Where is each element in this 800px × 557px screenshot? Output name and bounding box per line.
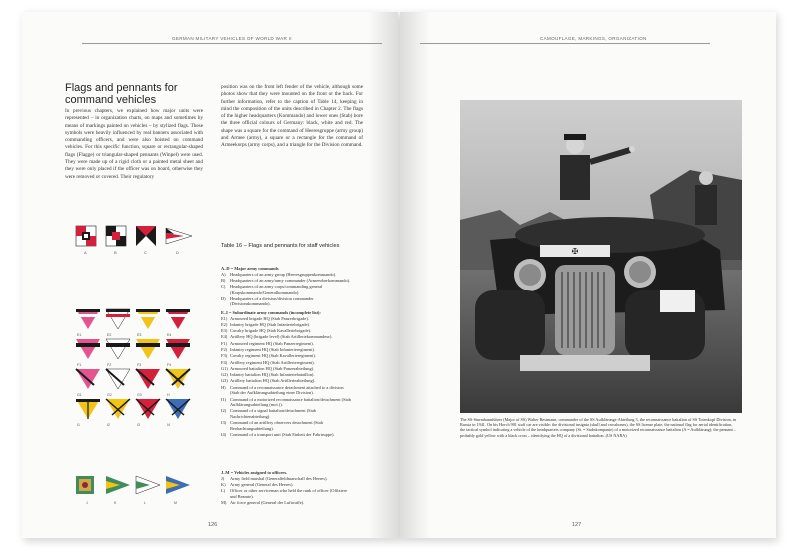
row-text: Armoured battalion HQ (Stab Panzerabteilung). bbox=[230, 365, 315, 371]
flag-B bbox=[106, 226, 126, 246]
row-text: Armoured regiment HQ (Stab Panzerregiment). bbox=[230, 340, 314, 346]
row-key: I1) bbox=[221, 396, 227, 402]
section-heading: Flags and pennants for command vehicles bbox=[65, 82, 178, 106]
running-head-right: CAMOUFLAGE, MARKINGS, ORGANIZATION bbox=[540, 36, 647, 41]
gutter-shade-left bbox=[368, 12, 398, 538]
header-rule-left bbox=[82, 43, 382, 44]
pennant-E3 bbox=[136, 309, 160, 329]
pennant-G2 bbox=[106, 369, 130, 389]
body-text-col2: position was on the front left fender of the vehicle, although some photos show that they were mounted on the front or the back. For further information, refer to the caption of Table 14, keeping in mind the composition of the units described in Chapter 2. The flags of the higher headquarters (Kommando) and lower ones (Stab) bore the three official colours of Germany: black, white and red. The shape was a square for the command of Heeresgruppe (army group) and Armee (army), a square or a rectangle for the command of Armeekorps (army corps), and a triangle for the Division command. bbox=[221, 84, 363, 149]
row-key: K) bbox=[221, 481, 226, 487]
label-E2: E2 bbox=[107, 333, 112, 337]
pennant-H bbox=[166, 369, 190, 389]
flag-M bbox=[166, 476, 190, 494]
flags-subordinate-commands bbox=[74, 307, 204, 432]
section-title-j: J–M = Vehicles assigned to officers. bbox=[221, 470, 288, 475]
pennant-I3 bbox=[136, 399, 160, 419]
pennant-I1 bbox=[76, 399, 100, 419]
label-C: C bbox=[144, 250, 147, 255]
row-text: Armoured brigade HQ (Stab Panzerbrigade). bbox=[230, 315, 309, 321]
page-number-right: 127 bbox=[572, 522, 582, 528]
table-row bbox=[221, 272, 351, 278]
row-key: G3) bbox=[221, 378, 228, 384]
label-L: L bbox=[144, 501, 146, 505]
header-rule-right bbox=[420, 43, 710, 44]
label-G1: G1 bbox=[77, 393, 82, 397]
row-text: Headquarters of a division/division commander (Divisionskommando). bbox=[230, 295, 314, 307]
label-G2: G2 bbox=[107, 393, 112, 397]
row-text: Infantry regiment HQ (Stab Infanterieregiment). bbox=[230, 346, 315, 352]
flags-major-commands bbox=[74, 222, 204, 256]
row-text: Infantry battalion HQ (Stab Infanteriebataillon). bbox=[230, 372, 315, 378]
row-text: Command of a motorized reconnaissance battalion/detachment (Stab Aufklärungsabteilung (mot.)). bbox=[230, 396, 351, 408]
row-key: I2) bbox=[221, 408, 227, 414]
row-text: Command of a reconnaissance detachment attached to a division (Stab der Aufklärungsabteilung einer Division). bbox=[230, 384, 344, 396]
row-key: F4) bbox=[221, 359, 228, 365]
label-H: H bbox=[167, 393, 170, 397]
row-text: Command of a transport unit (Stab Einheit der Fahrtruppe). bbox=[230, 431, 335, 437]
pennant-E4 bbox=[166, 309, 190, 329]
table-row bbox=[221, 408, 351, 419]
row-text: Infantry brigade HQ (Stab Infanteriebrigade). bbox=[230, 321, 311, 327]
flag-K bbox=[106, 476, 130, 494]
row-text: Command of an artillery observers detachment (Stab Beobachtungsabteilung). bbox=[230, 420, 323, 431]
list-officers bbox=[221, 466, 351, 506]
flag-A bbox=[76, 226, 96, 246]
table-row bbox=[221, 420, 351, 431]
table-row bbox=[221, 372, 351, 378]
vehicle-photo bbox=[460, 100, 742, 413]
pennant-G3 bbox=[136, 369, 160, 389]
pennant-E2 bbox=[106, 309, 130, 329]
label-G3: G3 bbox=[137, 393, 142, 397]
row-key: E3) bbox=[221, 328, 228, 334]
table-row bbox=[221, 360, 351, 366]
pennant-E1 bbox=[76, 309, 100, 329]
pennant-F1 bbox=[76, 339, 100, 359]
label-I3: I3 bbox=[137, 423, 140, 427]
label-I2: I2 bbox=[107, 423, 110, 427]
label-I4: I4 bbox=[167, 423, 170, 427]
label-F4: F4 bbox=[167, 363, 172, 367]
table-row bbox=[221, 316, 351, 322]
section-title-a: A–D = Major army commands bbox=[221, 266, 279, 271]
row-key: J) bbox=[221, 475, 225, 481]
photo-caption: The SS-Sturmbannführer (Major of SS) Walter Bestmann, commander of the SS Aufklärungs-Abteilung 3, the reconnaissance battalion of SS Totenkopf Division, in Russia in 1941. On his Horch 901 staff car are visible: the divisional insignia (skull and crossbones), the SS license plate, the national flag for aerial identification, the tactical symbol indicating a vehicle of the headquarters company (St. = Stabskompanie) of a motorized reconnaissance battalion (A = Aufklärung); the pennant – probably gold yellow with a black cross – identifying the HQ of a divisional battalion. (US NARA) bbox=[460, 417, 737, 438]
list-major-commands bbox=[221, 262, 351, 308]
row-key: M) bbox=[221, 499, 227, 505]
body-text-col1: In previous chapters, we explained how major units were represented – in organization charts, on maps and sometimes by means of markings painted on vehicles – by stylized flags. These symbols were heavily influenced by real banners associated with commanding officers, and were also hoisted on command vehicles. For this specific function, square or rectangular-shaped flags (Flagge) or triangular-shaped pennants (Winpel) were used. They were made up of a rigid cloth or a painted metal sheet and they were only placed if the officer was on board, otherwise they were removed or covered. Their regulatory bbox=[65, 108, 203, 180]
flags-officers bbox=[74, 474, 204, 508]
row-text: Army field marshal (Generalfeldmarschall des Heeres). bbox=[230, 475, 328, 481]
row-text: Artillery HQ (brigade level) (Stab Artilleriekommandeur). bbox=[230, 334, 333, 340]
row-key: B) bbox=[221, 277, 226, 283]
table-row bbox=[221, 347, 351, 353]
gutter-shade-right bbox=[400, 12, 430, 538]
row-key: G2) bbox=[221, 372, 228, 378]
row-text: Headquarters of an army corps/commanding general (Korpskommando/Generalkommando). bbox=[230, 284, 323, 295]
row-text: Command of a signal battalion/detachment (Stab Nachrichtenabteilung). bbox=[230, 408, 316, 419]
label-K: K bbox=[114, 501, 117, 505]
table-row bbox=[221, 353, 351, 359]
row-text: Headquarters of an army/army commander (Armeeoberkommando). bbox=[230, 277, 351, 283]
row-key: L) bbox=[221, 488, 226, 494]
section-title-e: E–I = Subordinate army commands (incomplete list): bbox=[221, 310, 321, 315]
row-text: Headquarters of an army group (Heeresgruppenkommando). bbox=[230, 271, 337, 277]
row-text: Cavalry brigade HQ (Stab Kavalleriebrigade). bbox=[230, 328, 312, 334]
row-key: E4) bbox=[221, 334, 228, 340]
photo-illustration bbox=[460, 100, 742, 413]
pennant-F2 bbox=[106, 339, 130, 359]
running-head-left: GERMAN MILITARY VEHICLES OF WORLD WAR II bbox=[172, 36, 292, 41]
row-key: E1) bbox=[221, 315, 228, 321]
label-E3: E3 bbox=[137, 333, 142, 337]
label-E1: E1 bbox=[77, 333, 82, 337]
row-key: G1) bbox=[221, 365, 228, 371]
table-row bbox=[221, 284, 351, 295]
page-number-left: 126 bbox=[208, 522, 218, 528]
row-key: I4) bbox=[221, 431, 227, 437]
left-page bbox=[22, 12, 398, 538]
label-A: A bbox=[84, 250, 87, 255]
table-row bbox=[221, 328, 351, 334]
label-D: D bbox=[176, 250, 179, 255]
label-F3: F3 bbox=[137, 363, 142, 367]
row-key: H) bbox=[221, 384, 226, 390]
label-M: M bbox=[174, 501, 177, 505]
svg-text:✠: ✠ bbox=[571, 247, 579, 256]
table-row bbox=[221, 278, 351, 284]
table-row bbox=[221, 488, 351, 499]
list-subordinate-commands bbox=[221, 306, 351, 438]
table-row bbox=[221, 476, 351, 482]
car-body bbox=[475, 217, 725, 371]
table-row bbox=[221, 385, 351, 396]
row-text: Air force general (General der Luftwaffe). bbox=[230, 499, 305, 505]
pennant-F4 bbox=[166, 339, 190, 359]
row-text: Officer or other serviceman who held the rank of officer (Offiziere und Beamte). bbox=[230, 488, 348, 499]
row-text: Army general (General des Heeres). bbox=[230, 481, 294, 487]
row-key: A) bbox=[221, 271, 226, 277]
row-text: Artillery regiment HQ (Stab Artillerieregiment). bbox=[230, 359, 315, 365]
label-B: B bbox=[114, 250, 117, 255]
table-row bbox=[221, 334, 351, 340]
row-text: Cavalry regiment HQ (Stab Kavallerieregiment). bbox=[230, 353, 316, 359]
row-key: F1) bbox=[221, 340, 228, 346]
label-J: J bbox=[86, 501, 88, 505]
row-key: I3) bbox=[221, 420, 227, 426]
pennant-G1 bbox=[76, 369, 100, 389]
row-key: C) bbox=[221, 284, 226, 290]
pennant-I4 bbox=[166, 399, 190, 419]
right-page bbox=[400, 12, 776, 538]
row-text: Artillery battalion HQ (Stab Artillerieabteilung). bbox=[230, 378, 316, 384]
row-key: E2) bbox=[221, 321, 228, 327]
table-row bbox=[221, 482, 351, 488]
row-key: D) bbox=[221, 295, 226, 301]
row-key: F2) bbox=[221, 346, 228, 352]
pennant-I2 bbox=[106, 399, 130, 419]
table-row bbox=[221, 322, 351, 328]
table-row bbox=[221, 500, 351, 506]
label-I1: I1 bbox=[77, 423, 80, 427]
table-title: Table 16 – Flags and pennants for staff vehicles bbox=[221, 243, 340, 249]
flag-L bbox=[136, 476, 160, 494]
table-row bbox=[221, 432, 351, 438]
row-key: F3) bbox=[221, 353, 228, 359]
flag-C bbox=[136, 226, 156, 246]
table-row bbox=[221, 366, 351, 372]
flag-J bbox=[76, 476, 94, 494]
label-E4: E4 bbox=[167, 333, 172, 337]
flag-D bbox=[166, 228, 192, 244]
table-row bbox=[221, 341, 351, 347]
table-row bbox=[221, 397, 351, 408]
label-F2: F2 bbox=[107, 363, 112, 367]
table-row bbox=[221, 378, 351, 384]
pennant-F3 bbox=[136, 339, 160, 359]
label-F1: F1 bbox=[77, 363, 82, 367]
